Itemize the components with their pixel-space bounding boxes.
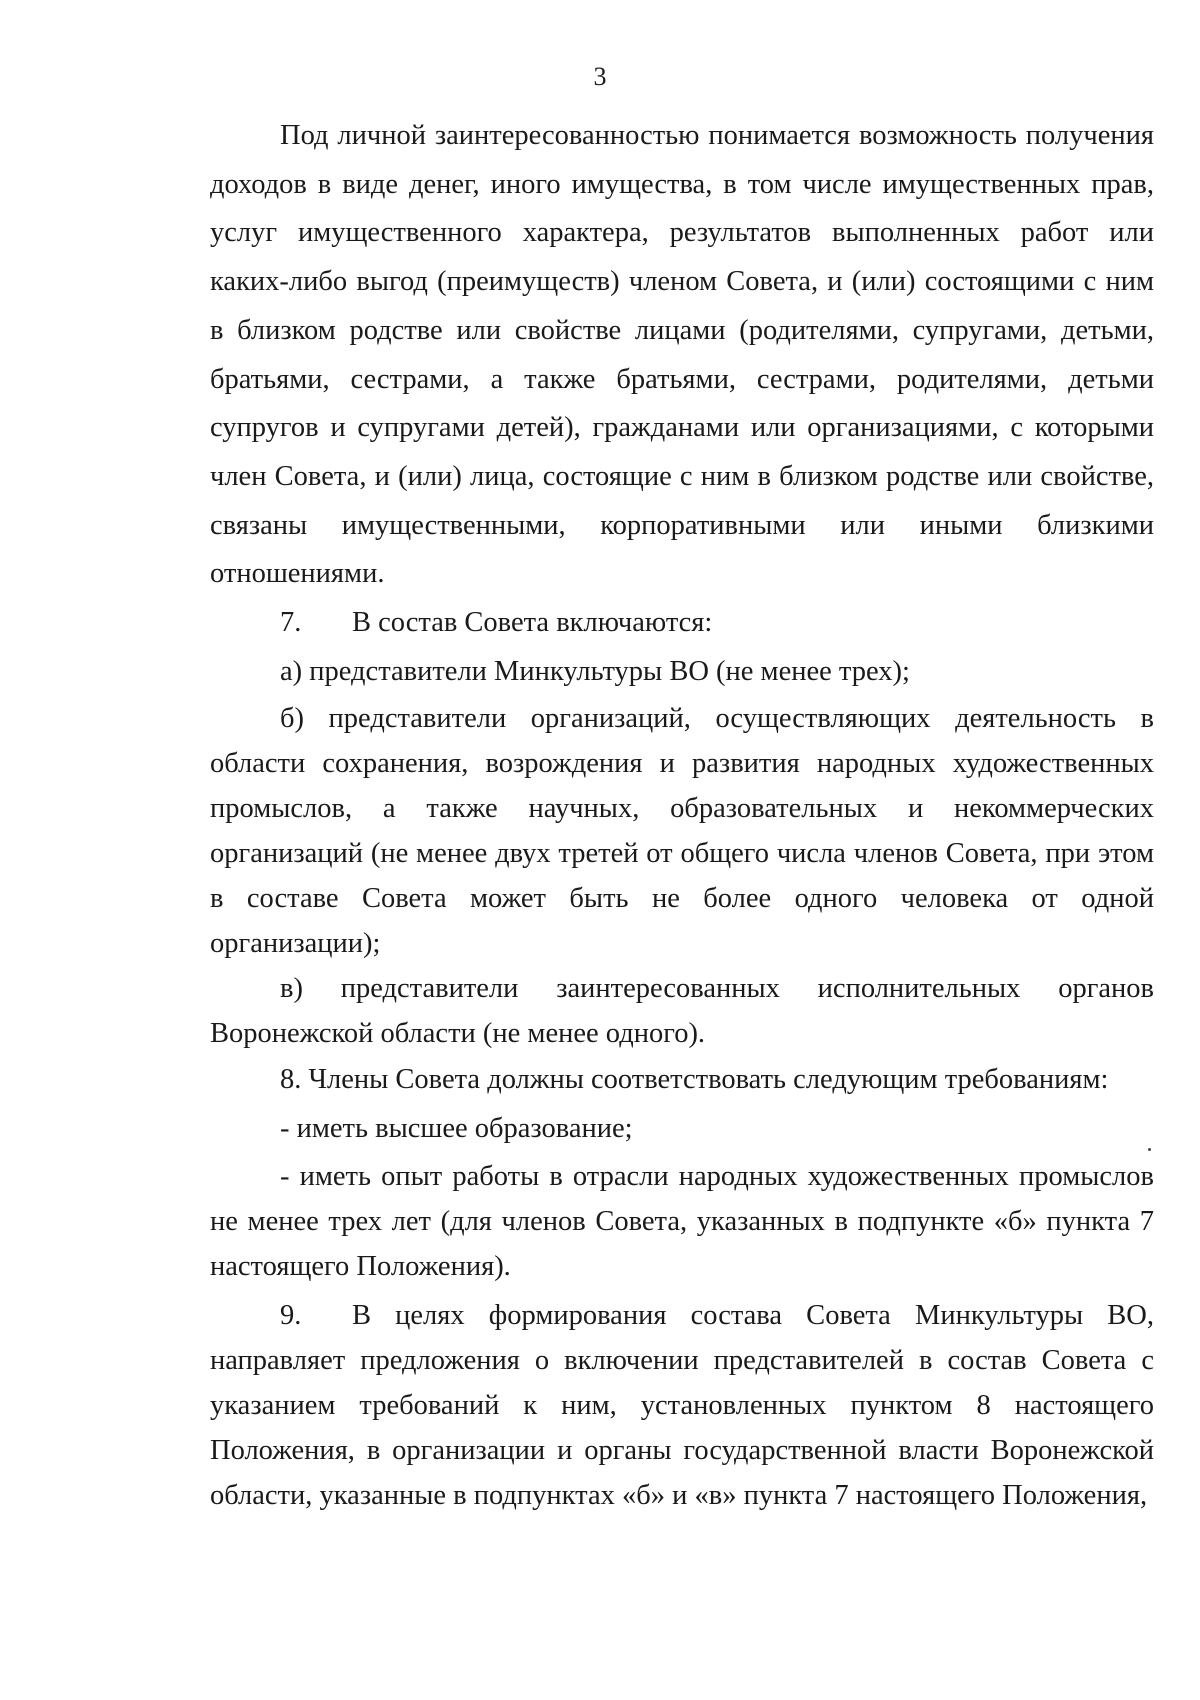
item-7-text: В состав Совета включаются: <box>352 607 713 639</box>
scan-speck <box>1148 1148 1151 1151</box>
paragraph-item-8: 8. Члены Совета должны соответствовать следующим требованиям: <box>280 1064 1109 1096</box>
paragraph-item-7b: б) представители организаций, осуществляющих деятельность в области сохранения, возрождения и развития народных художественных промыслов, а также научных, образовательных и некоммерческих организаций (не менее двух третей от общего числа членов Совета, при этом в составе Совета может быть не более одного человека от одной организации); <box>210 703 1154 960</box>
paragraph-personal-interest: Под личной заинтересованностью понимается возможность получения доходов в виде денег, иного имущества, в том числе имущественных прав, услуг имущественного характера, результатов выполненных работ или каких-либо выгод (преимуществ) членом Совета, и (или) состоящими с ним в близком родстве или свойстве лицами (родителями, супругами, детьми, братьями, сестрами, а также братьями, сестрами, родителями, детьми супругов и супругами детей), гражданами или организациями, с которыми член Совета, и (или) лица, состоящие с ним в близком родстве или свойстве, связаны имущественными, корпоративными или иными близкими отношениями. <box>210 120 1154 590</box>
paragraph-item-7 <box>210 599 1154 648</box>
page-number: 3 <box>593 62 607 91</box>
paragraph-item-7c: в) представители заинтересованных исполнительных органов Воронежской области (не менее одного). <box>210 973 1154 1050</box>
item-7-number: 7. <box>280 607 302 639</box>
paragraph-item-8-requirement-2: - иметь опыт работы в отрасли народных художественных промыслов не менее трех лет (для членов Совета, указанных в подпункте «б» пункта 7 настоящего Положения). <box>210 1160 1154 1282</box>
item-9-text: В целях формирования состава Совета Минкультуры ВО, направляет предложения о включении представителей в состав Совета с указанием требований к ним, установленных пунктом 8 настоящего Положения, в организации и органы государственной власти Воронежской области, указанные в подпунктах «б» и «в» пункта 7 настоящего Положения, <box>210 1299 1154 1511</box>
item-9-number: 9. <box>280 1299 302 1331</box>
paragraph-item-8-requirement-1: - иметь высшее образование; <box>280 1113 633 1145</box>
document-body <box>210 112 1154 1518</box>
paragraph-item-7a: а) представители Минкультуры ВО (не менее трех); <box>280 655 910 687</box>
paragraph-item-9 <box>210 1293 1154 1518</box>
